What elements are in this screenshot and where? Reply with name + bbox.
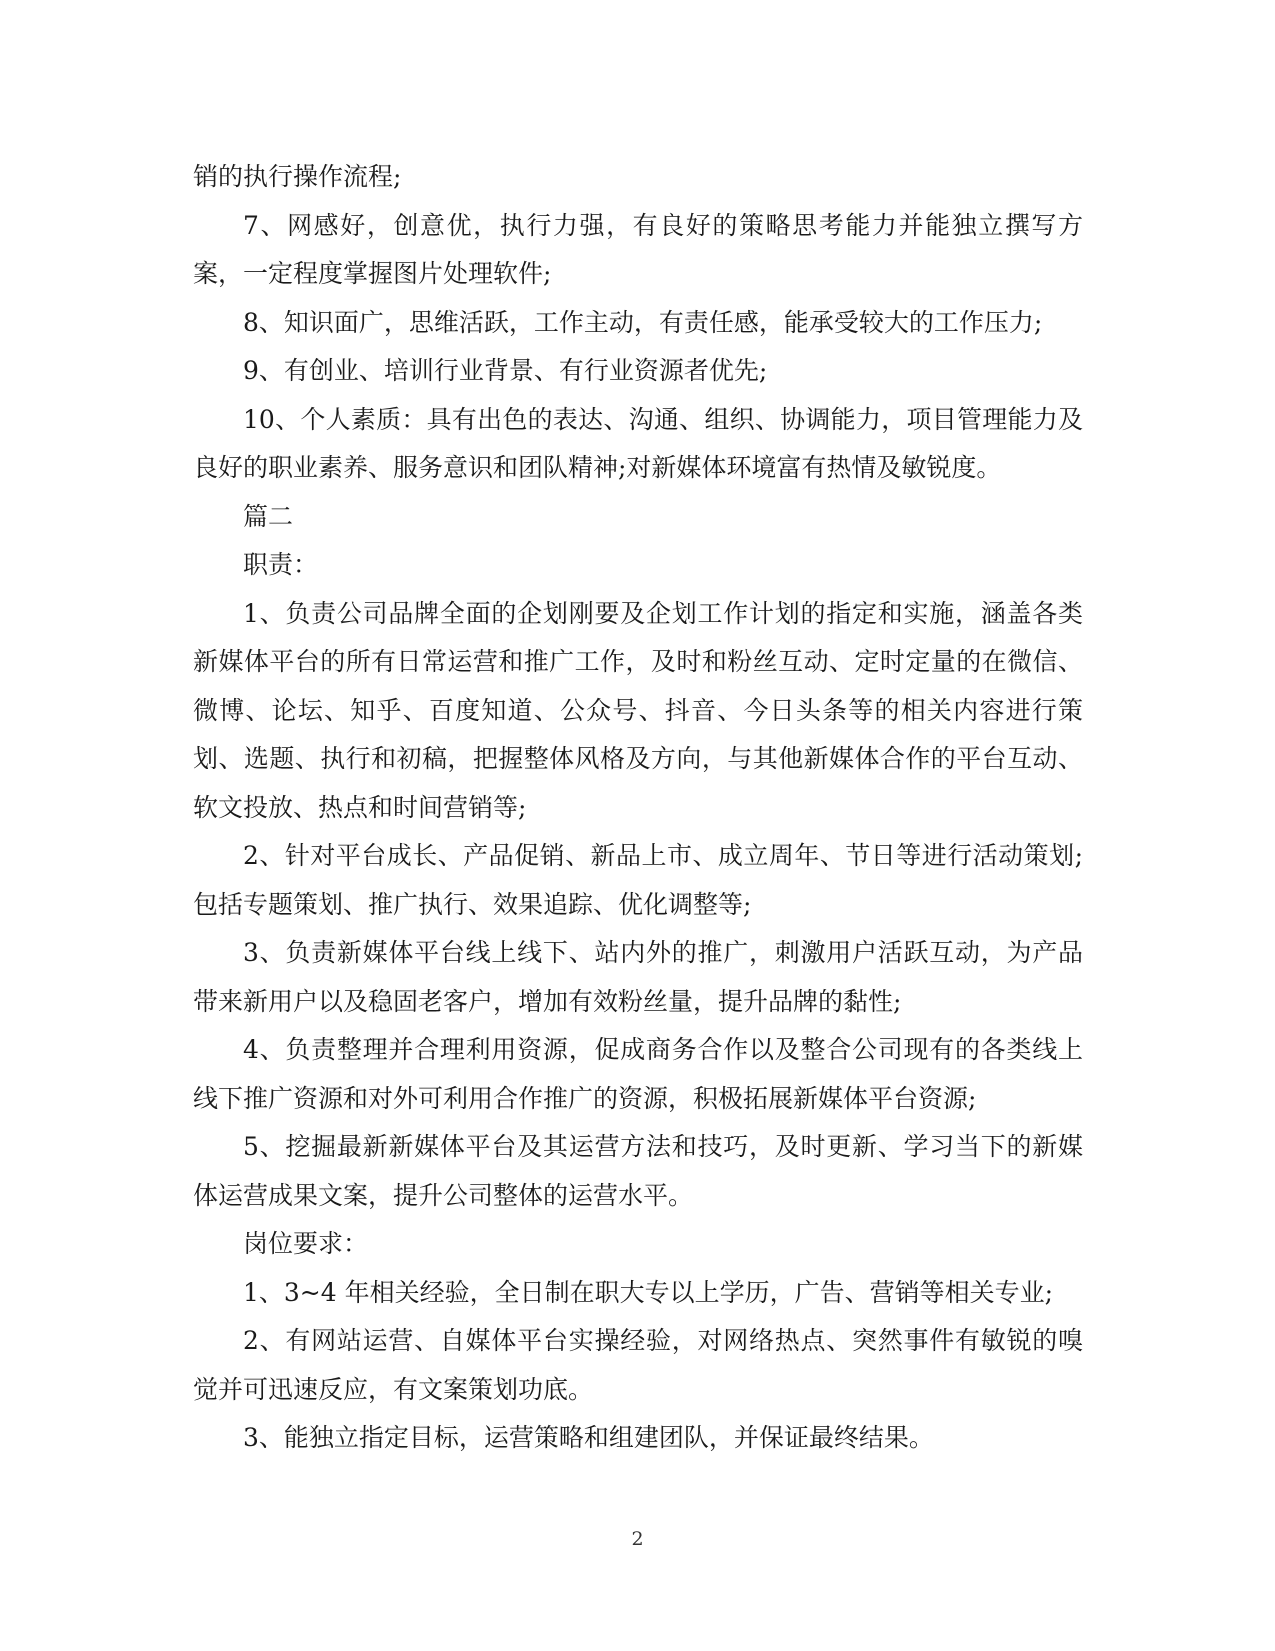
paragraph: 3、能独立指定目标，运营策略和组建团队，并保证最终结果。 — [243, 1423, 934, 1452]
paragraph: 3、负责新媒体平台线上线下、站内外的推广，刺激用户活跃互动，为产品带来新用户以及稳固老客户，增加有效粉丝量，提升品牌的黏性; — [193, 938, 1083, 1016]
paragraph: 4、负责整理并合理利用资源，促成商务合作以及整合公司现有的各类线上线下推广资源和对外可利用合作推广的资源，积极拓展新媒体平台资源; — [193, 1035, 1083, 1113]
paragraph: 8、知识面广，思维活跃，工作主动，有责任感，能承受较大的工作压力; — [243, 307, 1043, 337]
paragraph: 5、挖掘最新新媒体平台及其运营方法和技巧，及时更新、学习当下的新媒体运营成果文案，提升公司整体的运营水平。 — [193, 1132, 1083, 1210]
document-body — [193, 153, 1083, 1463]
section-heading: 篇二 — [243, 501, 294, 531]
paragraph: 销的执行操作流程; — [193, 162, 402, 191]
section-subheading: 职责： — [243, 550, 319, 579]
paragraph: 2、有网站运营、自媒体平台实操经验，对网络热点、突然事件有敏锐的嗅觉并可迅速反应，有文案策划功底。 — [193, 1326, 1083, 1404]
paragraph: 2、针对平台成长、产品促销、新品上市、成立周年、节日等进行活动策划;包括专题策划、推广执行、效果追踪、优化调整等; — [193, 841, 1083, 919]
paragraph: 10、个人素质：具有出色的表达、沟通、组织、协调能力，项目管理能力及良好的职业素养、服务意识和团队精神;对新媒体环境富有热情及敏锐度。 — [193, 404, 1083, 482]
paragraph: 9、有创业、培训行业背景、有行业资源者优先; — [243, 356, 768, 385]
paragraph: 1、负责公司品牌全面的企划刚要及企划工作计划的指定和实施，涵盖各类新媒体平台的所有日常运营和推广工作，及时和粉丝互动、定时定量的在微信、微博、论坛、知乎、百度知道、公众号、抖音、今日头条等的相关内容进行策划、选题、执行和初稿，把握整体风格及方向，与其他新媒体合作的平台互动、软文投放、热点和时间营销等; — [193, 598, 1083, 822]
page-number: 2 — [631, 1528, 644, 1550]
section-subheading: 岗位要求： — [243, 1229, 369, 1258]
paragraph: 7、网感好，创意优，执行力强，有良好的策略思考能力并能独立撰写方案，一定程度掌握图片处理软件; — [193, 210, 1083, 288]
paragraph: 1、3~4 年相关经验，全日制在职大专以上学历，广告、营销等相关专业; — [243, 1277, 1054, 1307]
